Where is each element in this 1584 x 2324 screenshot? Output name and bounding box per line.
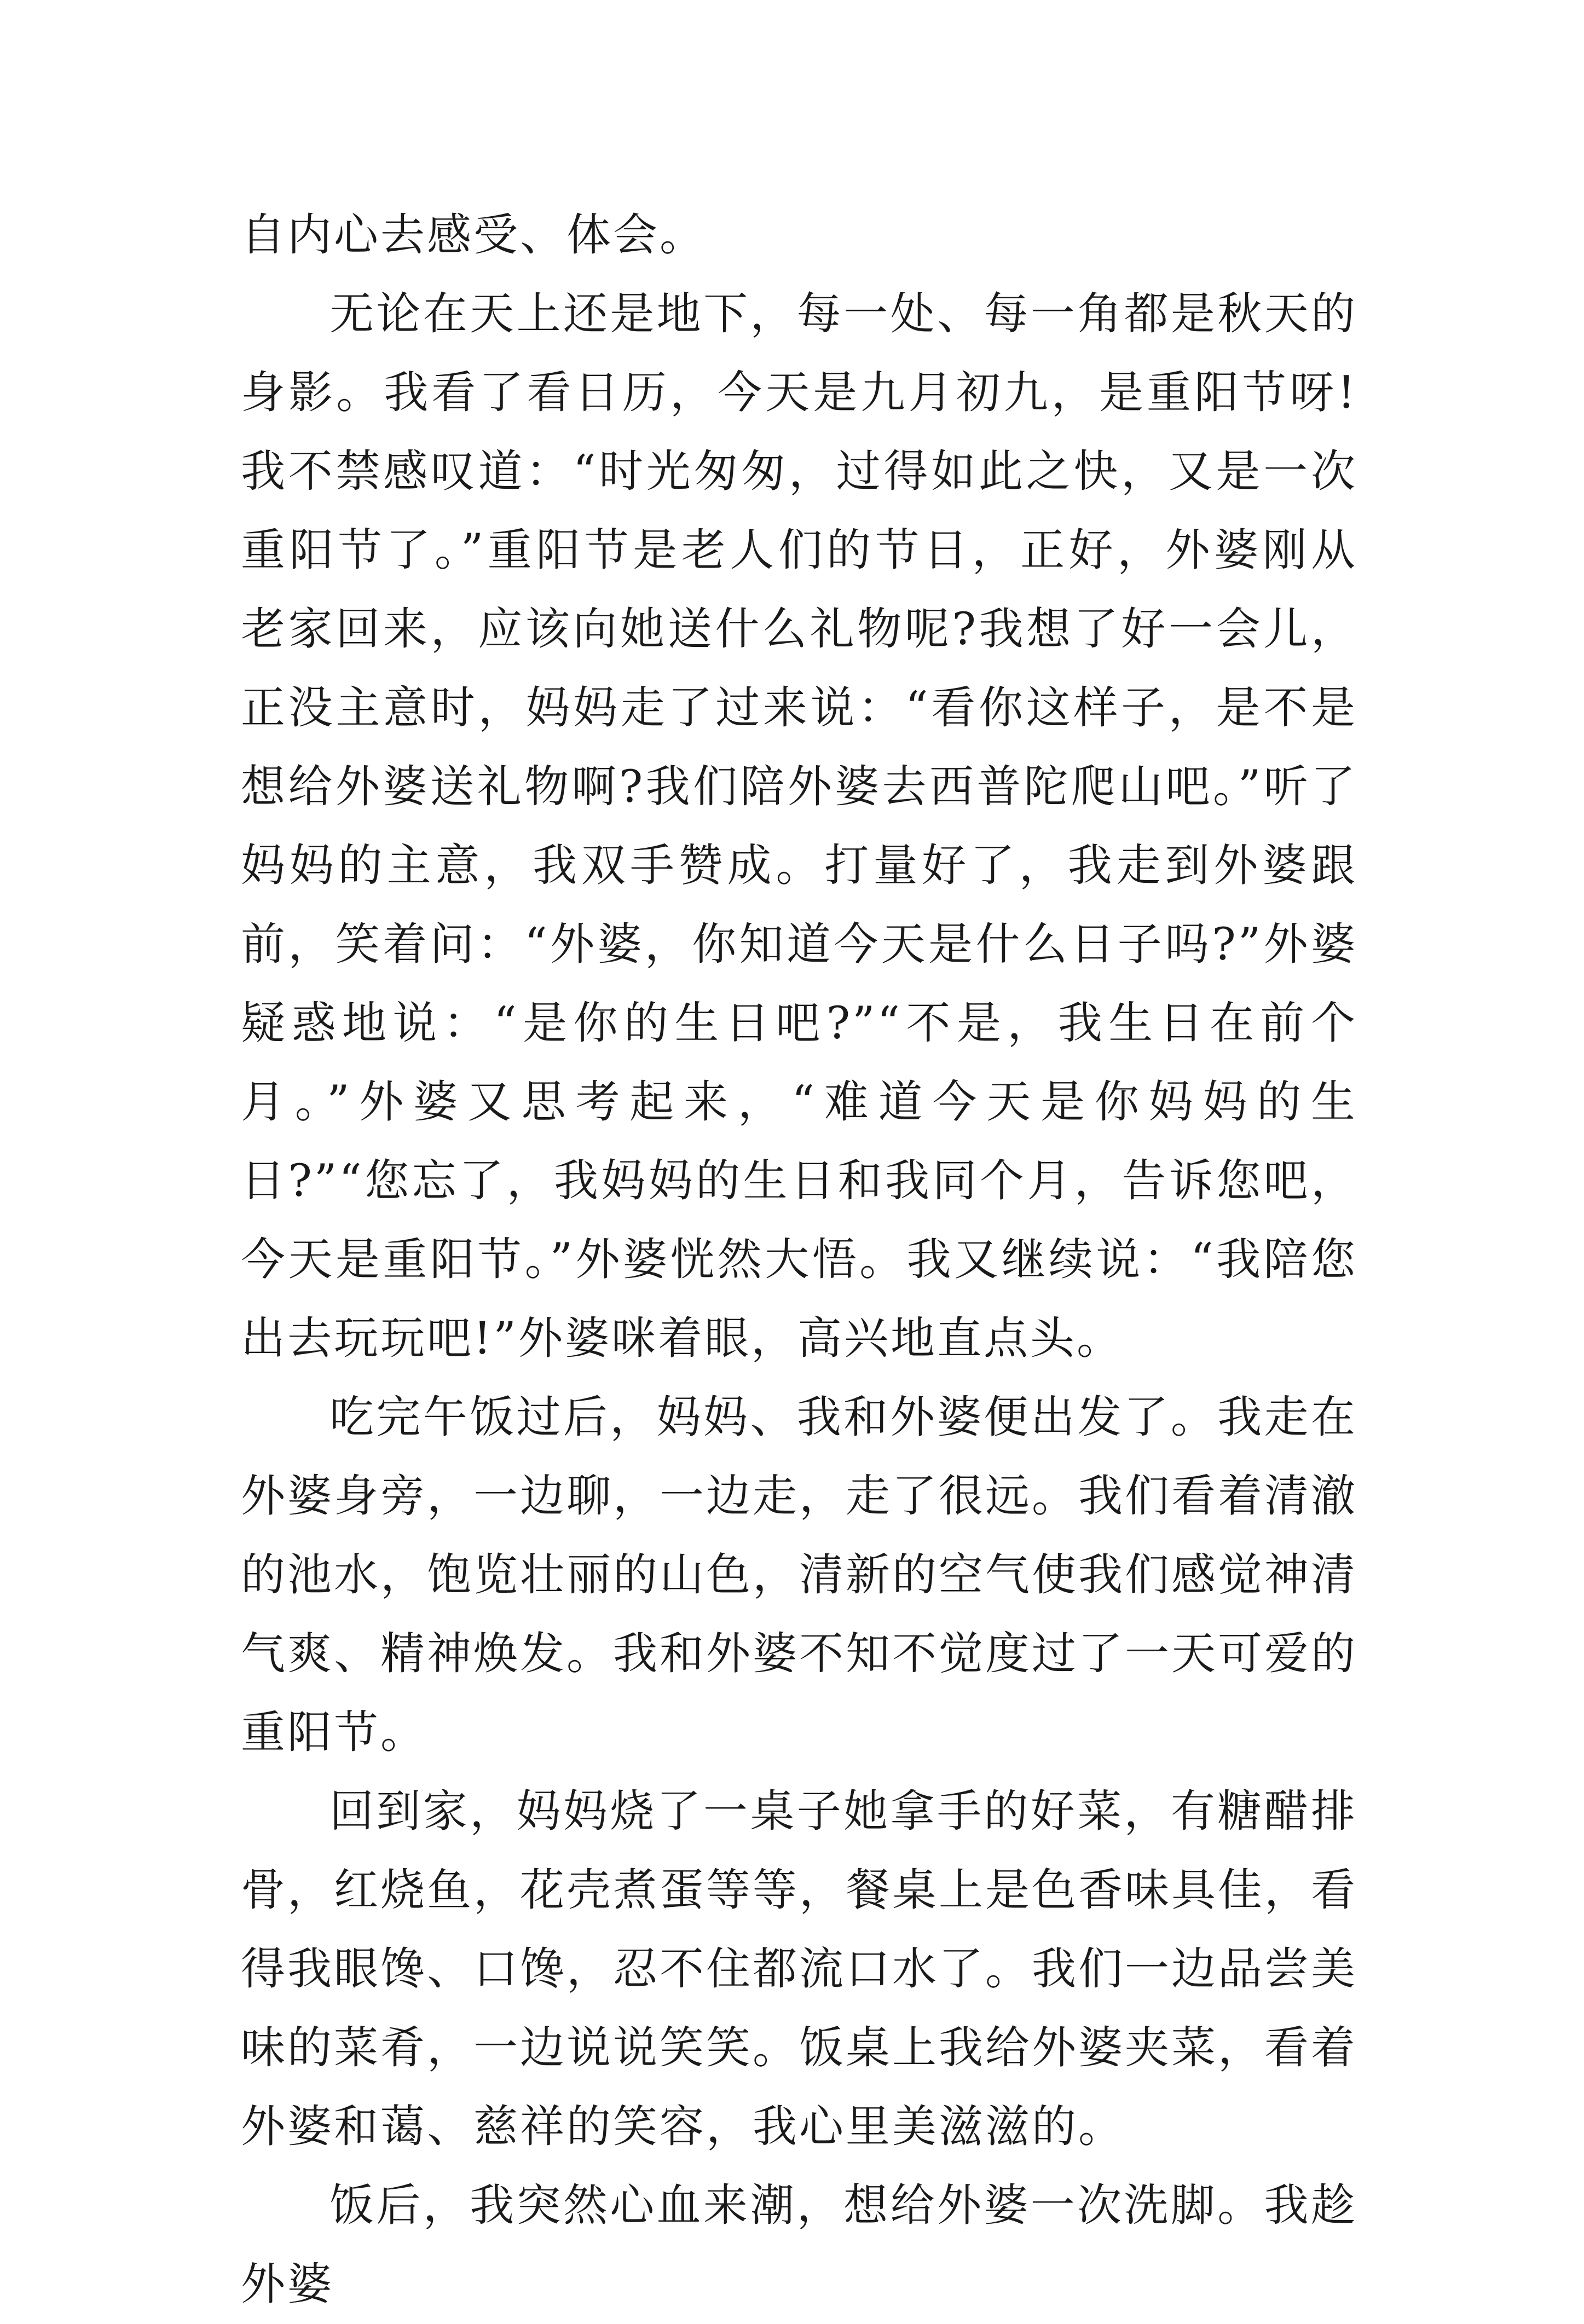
essay-body [241, 196, 1357, 2324]
paragraph-mountain-trip: 吃完午饭过后，妈妈、我和外婆便出发了。我走在外婆身旁，一边聊，一边走，走了很远。我们看着清澈的池水，饱览壮丽的山色，清新的空气使我们感觉神清气爽、精神焕发。我和外婆不知不觉度过了一天可爱的重阳节。 [241, 1392, 1358, 1759]
paragraph-chongyang-gift: 无论在天上还是地下，每一处、每一角都是秋天的身影。我看了看日历，今天是九月初九，是重阳节呀!我不禁感叹道：“时光匆匆，过得如此之快，又是一次重阳节了。”重阳节是老人们的节日，正好，外婆刚从老家回来，应该向她送什么礼物呢?我想了好一会儿，正没主意时，妈妈走了过来说：“看你这样子，是不是想给外婆送礼物啊?我们陪外婆去西普陀爬山吧。”听了妈妈的主意，我双手赞成。打量好了，我走到外婆跟前，笑着问：“外婆，你知道今天是什么日子吗?”外婆疑惑地说：“是你的生日吧?”“不是，我生日在前个月。”外婆又思考起来，“难道今天是你妈妈的生日?”“您忘了，我妈妈的生日和我同个月，告诉您吧，今天是重阳节。”外婆恍然大悟。我又继续说：“我陪您出去玩玩吧!”外婆咪着眼，高兴地直点头。 [241, 288, 1357, 1365]
paragraph-dinner: 回到家，妈妈烧了一桌子她拿手的好菜，有糖醋排骨，红烧鱼，花壳煮蛋等等，餐桌上是色香味具佳，看得我眼馋、口馋，忍不住都流口水了。我们一边品尝美味的菜肴，一边说说笑笑。饭桌上我给外婆夹菜，看着外婆和蔼、慈祥的笑容，我心里美滋滋的。 [241, 1786, 1358, 2153]
paragraph-foot-wash: 饭后，我突然心血来潮，想给外婆一次洗脚。我趁外婆 [241, 2180, 1357, 2310]
paragraph-continuation: 自内心去感受、体会。 [241, 210, 707, 261]
